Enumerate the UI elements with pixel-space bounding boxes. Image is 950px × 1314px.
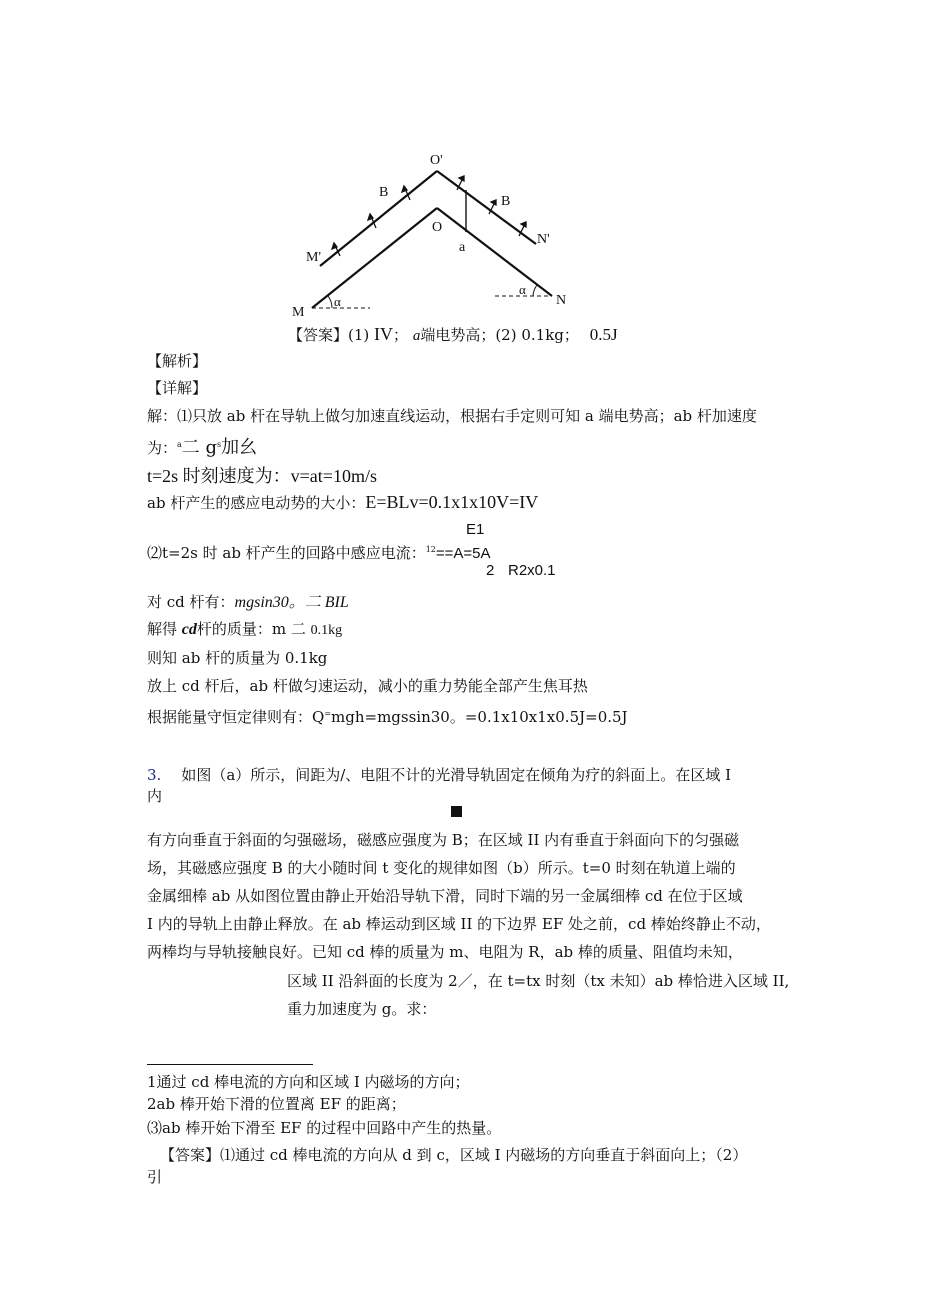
angle-arc-left <box>328 296 332 308</box>
fraction-bottom-left: 2 <box>486 562 495 579</box>
question-2: 2ab 棒开始下滑的位置离 EF 的距离； <box>147 1095 406 1113</box>
problem-3-line-4: 金属细棒 ab 从如图位置由静止开始沿导轨下滑，同时下端的另一金属细棒 cd 在位于区域 <box>147 887 743 905</box>
label-alpha-left: α <box>334 294 341 309</box>
fraction-bottom-right: R2x0.1 <box>508 562 556 579</box>
answer-line-1 <box>288 324 618 345</box>
label-b-left: B <box>379 185 389 200</box>
heading-xiangjie: 【详解】 <box>147 379 208 397</box>
footnote-rule <box>147 1064 313 1065</box>
problem-3-line-1b: 内 <box>147 787 163 805</box>
answer-energy: 0.5J <box>589 325 618 344</box>
analysis-line-10: 根据能量守恒定律则有：Q=mgh=mgssin30。=0.1x10x1x0.5J=0.5J <box>147 708 628 726</box>
label-o-prime: O' <box>430 153 443 168</box>
label-o: O <box>432 220 443 235</box>
analysis-line-1: 解：⑴只放 ab 杆在导轨上做匀加速直线运动，根据右手定则可知 a 端电势高；ab 杆加速度 <box>147 407 757 425</box>
problem-3-line-2: 有方向垂直于斜面的匀强磁场，磁感应强度为 B；在区域 II 内有垂直于斜面向下的匀强磁 <box>147 831 740 849</box>
question-3: ⑶ab 棒开始下滑至 EF 的过程中回路中产生的热量。 <box>147 1119 502 1137</box>
answer-sep: ； <box>393 326 409 344</box>
analysis-line-7: 解得 cd杆的质量：m 二 0.1kg <box>147 620 343 638</box>
answer-mid: 端电势高；(2) 0.1kg； <box>420 326 579 344</box>
label-a: a <box>459 240 466 255</box>
label-b-right: B <box>501 194 511 209</box>
label-m: M <box>292 305 305 320</box>
problem-3-line-1: 3. 如图（a）所示，间距为/、电阻不计的光滑导轨固定在倾角为疗的斜面上。在区域 I <box>147 766 732 784</box>
answer-a-letter: a <box>412 328 421 344</box>
label-n-prime: N' <box>537 232 550 247</box>
rail-lower-right <box>437 208 552 296</box>
problem-3-line-7: 区域 II 沿斜面的长度为 2／，在 t=tx 时刻（tx 未知）ab 棒恰进入区域 II, <box>287 972 790 990</box>
answer-3-line-2: 引 <box>147 1168 163 1186</box>
heading-jiexi: 【解析】 <box>147 352 208 370</box>
black-square-marker <box>451 806 462 817</box>
problem-3-line-6: 两棒均与导轨接触良好。已知 cd 棒的质量为 m、电阻为 R，ab 棒的质量、阻值均未知， <box>147 943 743 961</box>
problem-3-line-8: 重力加速度为 g。求： <box>287 1000 437 1018</box>
analysis-line-3: t=2s 时刻速度为：v=at=10m/s <box>147 466 377 486</box>
answer-emf: IV <box>374 324 394 344</box>
question-1: 1通过 cd 棒电流的方向和区域 I 内磁场的方向； <box>147 1073 470 1091</box>
answer-3-line-1: 【答案】⑴通过 cd 棒电流的方向从 d 到 c，区域 I 内磁场的方向垂直于斜面向上；（2） <box>160 1146 748 1164</box>
label-n: N <box>556 293 567 308</box>
problem-3-line-5: I 内的导轨上由静止释放。在 ab 棒运动到区域 II 的下边界 EF 处之前，cd 棒始终静止不动， <box>147 915 771 933</box>
problem-number: 3. <box>147 766 162 784</box>
label-m-prime: M' <box>306 250 321 265</box>
angle-arc-right <box>533 285 537 296</box>
fraction-top: E1 <box>466 521 485 538</box>
analysis-line-8: 则知 ab 杆的质量为 0.1kg <box>147 649 328 667</box>
label-alpha-right: α <box>519 282 526 297</box>
analysis-line-2: 为：$^a$二 $g^s$加幺 <box>147 437 258 458</box>
analysis-line-4: ab 杆产生的感应电动势的大小：E=BLv=0.1x1x10V=IV <box>147 492 539 512</box>
rail-diagram <box>290 148 590 320</box>
analysis-line-9: 放上 cd 杆后，ab 杆做匀速运动，减小的重力势能全部产生焦耳热 <box>147 677 588 695</box>
analysis-line-6: 对 cd 杆有：mgsin30。二 BIL <box>147 593 349 611</box>
answer-prefix: 【答案】(1) <box>288 326 370 344</box>
analysis-line-5: ⑵t=2s 时 ab 杆产生的回路中感应电流：$^{12}$==A=5A <box>147 544 491 562</box>
problem-3-line-3: 场，其磁感应强度 B 的大小随时间 t 变化的规律如图（b）所示。t=0 时刻在轨道上端的 <box>147 859 736 877</box>
